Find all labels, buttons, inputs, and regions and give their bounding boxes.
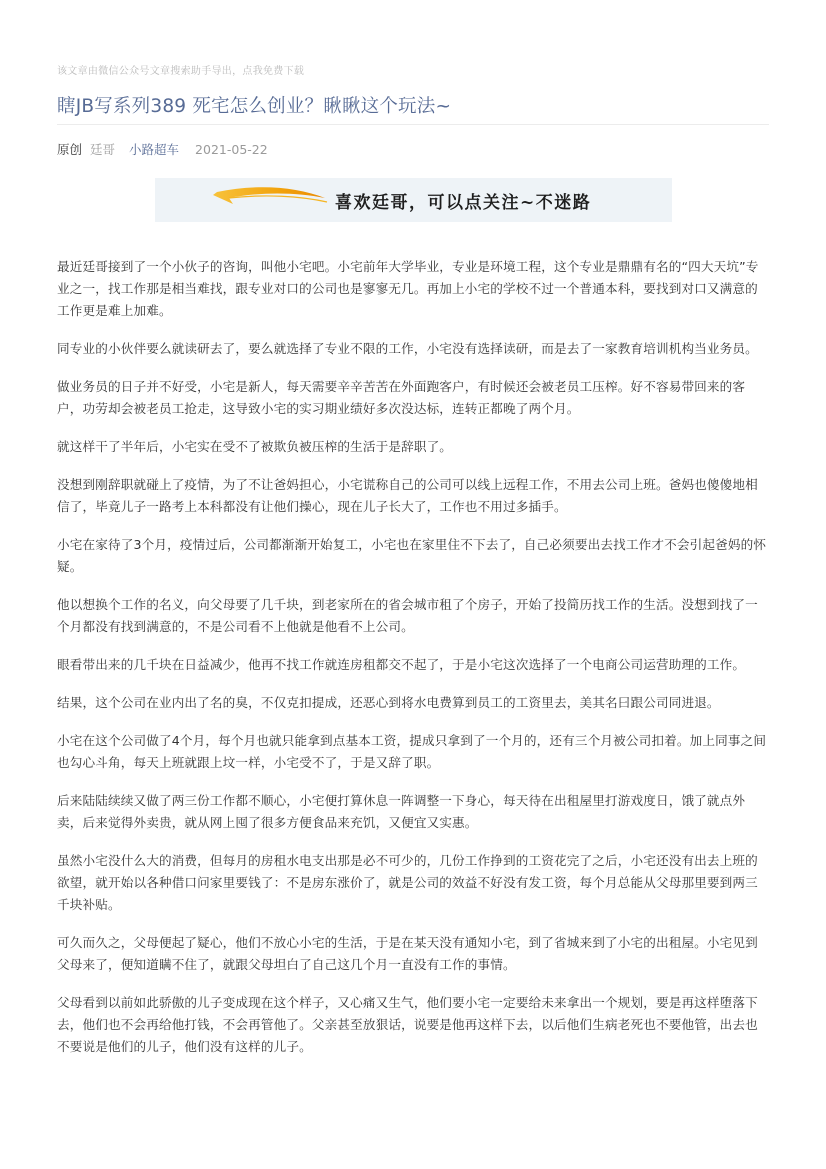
paragraph: 结果，这个公司在业内出了名的臭，不仅克扣提成，还恶心到将水电费算到员工的工资里去，美其名曰跟公司同进退。 — [57, 695, 720, 710]
original-tag: 原创 — [57, 142, 83, 157]
paragraph: 同专业的小伙伴要么就读研去了，要么就选择了专业不限的工作，小宅没有选择读研，而是去了一家教育培训机构当业务员。 — [57, 341, 758, 356]
paragraph: 做业务员的日子并不好受，小宅是新人，每天需要辛辛苦苦在外面跑客户，有时候还会被老员工压榨。好不容易带回来的客户，功劳却会被老员工抢走，这导致小宅的实习期业绩好多次没达标，连转正都晚了两个月。 — [57, 379, 746, 416]
follow-banner-image — [155, 178, 672, 222]
paragraph: 没想到刚辞职就碰上了疫情，为了不让爸妈担心，小宅谎称自己的公司可以线上远程工作，不用去公司上班。爸妈也傻傻地相信了，毕竟儿子一路考上本科都没有让他们操心，现在儿子长大了，工作也不用过多插手。 — [57, 477, 758, 514]
article-meta — [57, 140, 268, 158]
banner-caption: 喜欢廷哥，可以点关注~不迷路 — [335, 193, 592, 213]
paragraph: 小宅在家待了3个月，疫情过后，公司都渐渐开始复工，小宅也在家里住不下去了，自己必须要出去找工作才不会引起爸妈的怀疑。 — [57, 537, 767, 574]
publish-date: 2021-05-22 — [195, 142, 268, 157]
account-name-link[interactable]: 小路超车 — [129, 142, 180, 157]
paragraph: 虽然小宅没什么大的消费，但每月的房租水电支出那是必不可少的，几份工作挣到的工资花完了之后，小宅还没有出去上班的欲望，就开始以各种借口问家里要钱了：不是房东涨价了，就是公司的效益不好没有发工资，每个月总能从父母那里要到两三千块补贴。 — [57, 853, 758, 912]
paragraph: 最近廷哥接到了一个小伙子的咨询，叫他小宅吧。小宅前年大学毕业，专业是环境工程，这个专业是鼎鼎有名的“四大天坑”专业之一，找工作那是相当难找，跟专业对口的公司也是寥寥无几。再加上小宅的学校不过一个普通本科，要找到对口又满意的工作更是难上加难。 — [57, 259, 759, 318]
paragraph: 小宅在这个公司做了4个月，每个月也就只能拿到点基本工资，提成只拿到了一个月的，还有三个月被公司扣着。加上同事之间也勾心斗角，每天上班就跟上坟一样，小宅受不了，于是又辞了职。 — [57, 733, 767, 770]
author-name: 廷哥 — [90, 142, 116, 157]
paragraph: 眼看带出来的几千块在日益减少，他再不找工作就连房租都交不起了，于是小宅这次选择了一个电商公司运营助理的工作。 — [57, 657, 746, 672]
paragraph: 他以想换个工作的名义，向父母要了几千块，到老家所在的省会城市租了个房子，开始了投简历找工作的生活。没想到找了一个月都没有找到满意的，不是公司看不上他就是他看不上公司。 — [57, 597, 758, 634]
title-divider — [57, 124, 769, 125]
paragraph: 父母看到以前如此骄傲的儿子变成现在这个样子，又心痛又生气，他们要小宅一定要给未来拿出一个规划，要是再这样堕落下去，他们也不会再给他打钱，不会再管他了。父亲甚至放狠话，说要是他再这样下去，以后他们生病老死也不要他管，出去也不要说是他们的儿子，他们没有这样的儿子。 — [57, 995, 758, 1054]
paragraph: 后来陆陆续续又做了两三份工作都不顺心，小宅便打算休息一阵调整一下身心，每天待在出租屋里打游戏度日，饿了就点外卖，后来觉得外卖贵，就从网上囤了很多方便食品来充饥，又便宜又实惠。 — [57, 793, 746, 830]
export-notice-link[interactable]: 该文章由微信公众号文章搜索助手导出，点我免费下载 — [57, 66, 305, 77]
article-body — [57, 256, 769, 1074]
paragraph: 可久而久之，父母便起了疑心，他们不放心小宅的生活，于是在某天没有通知小宅，到了省城来到了小宅的出租屋。小宅见到父母来了，便知道瞒不住了，就跟父母坦白了自己这几个月一直没有工作的事情。 — [57, 935, 758, 972]
article-title: 瞎JB写系列389 死宅怎么创业？瞅瞅这个玩法~ — [57, 96, 452, 117]
paragraph: 就这样干了半年后，小宅实在受不了被欺负被压榨的生活于是辞职了。 — [57, 439, 453, 454]
